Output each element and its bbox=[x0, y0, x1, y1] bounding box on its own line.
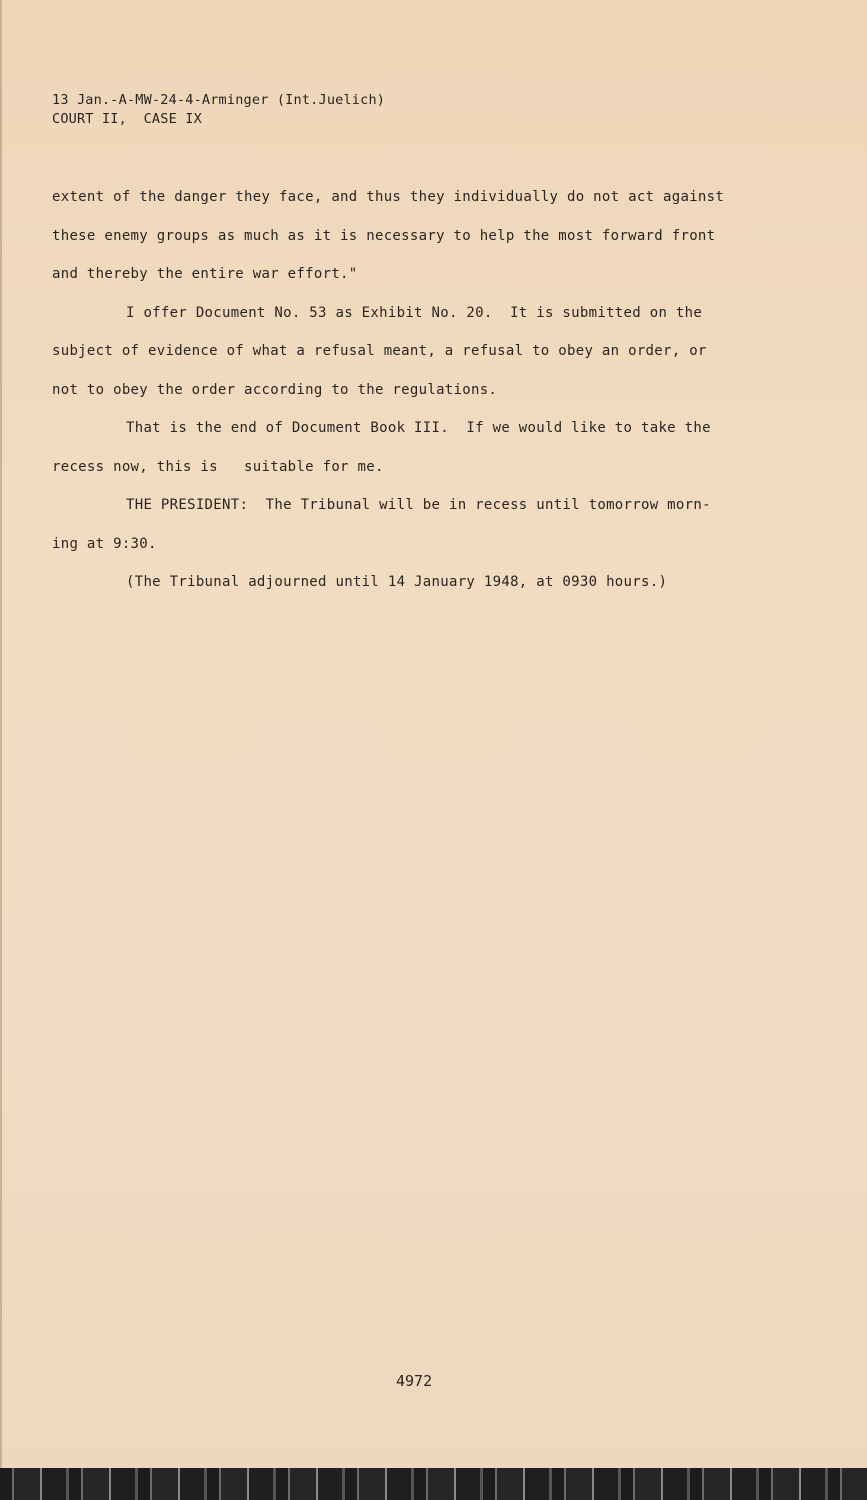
text-line: extent of the danger they face, and thus they individually do not act against bbox=[52, 189, 725, 205]
text-line: I offer Document No. 53 as Exhibit No. 20. It is submitted on the bbox=[126, 304, 703, 321]
text-line: these enemy groups as much as it is necessary to help the most forward front bbox=[52, 227, 716, 244]
header-court-line: COURT II, CASE IX bbox=[52, 111, 202, 127]
text-line: subject of evidence of what a refusal meant, a refusal to obey an order, or bbox=[52, 343, 707, 359]
page-number: 4972 bbox=[396, 1372, 433, 1390]
text-line: ing at 9:30. bbox=[52, 535, 157, 552]
document-header bbox=[52, 91, 385, 129]
text-line: That is the end of Document Book III. If we would like to take the bbox=[126, 420, 711, 436]
text-line: not to obey the order according to the regulations. bbox=[52, 381, 498, 398]
text-line: recess now, this is suitable for me. bbox=[52, 458, 384, 475]
text-line: THE PRESIDENT: The Tribunal will be in recess until tomorrow morn- bbox=[126, 497, 711, 513]
text-line: (The Tribunal adjourned until 14 January 1948, at 0930 hours.) bbox=[126, 574, 668, 590]
header-reference-line: 13 Jan.-A-MW-24-4-Arminger (Int.Juelich) bbox=[52, 92, 386, 108]
transcript-body bbox=[52, 184, 812, 608]
text-line: and thereby the entire war effort." bbox=[52, 266, 358, 282]
scan-edge-strip bbox=[0, 1468, 867, 1500]
